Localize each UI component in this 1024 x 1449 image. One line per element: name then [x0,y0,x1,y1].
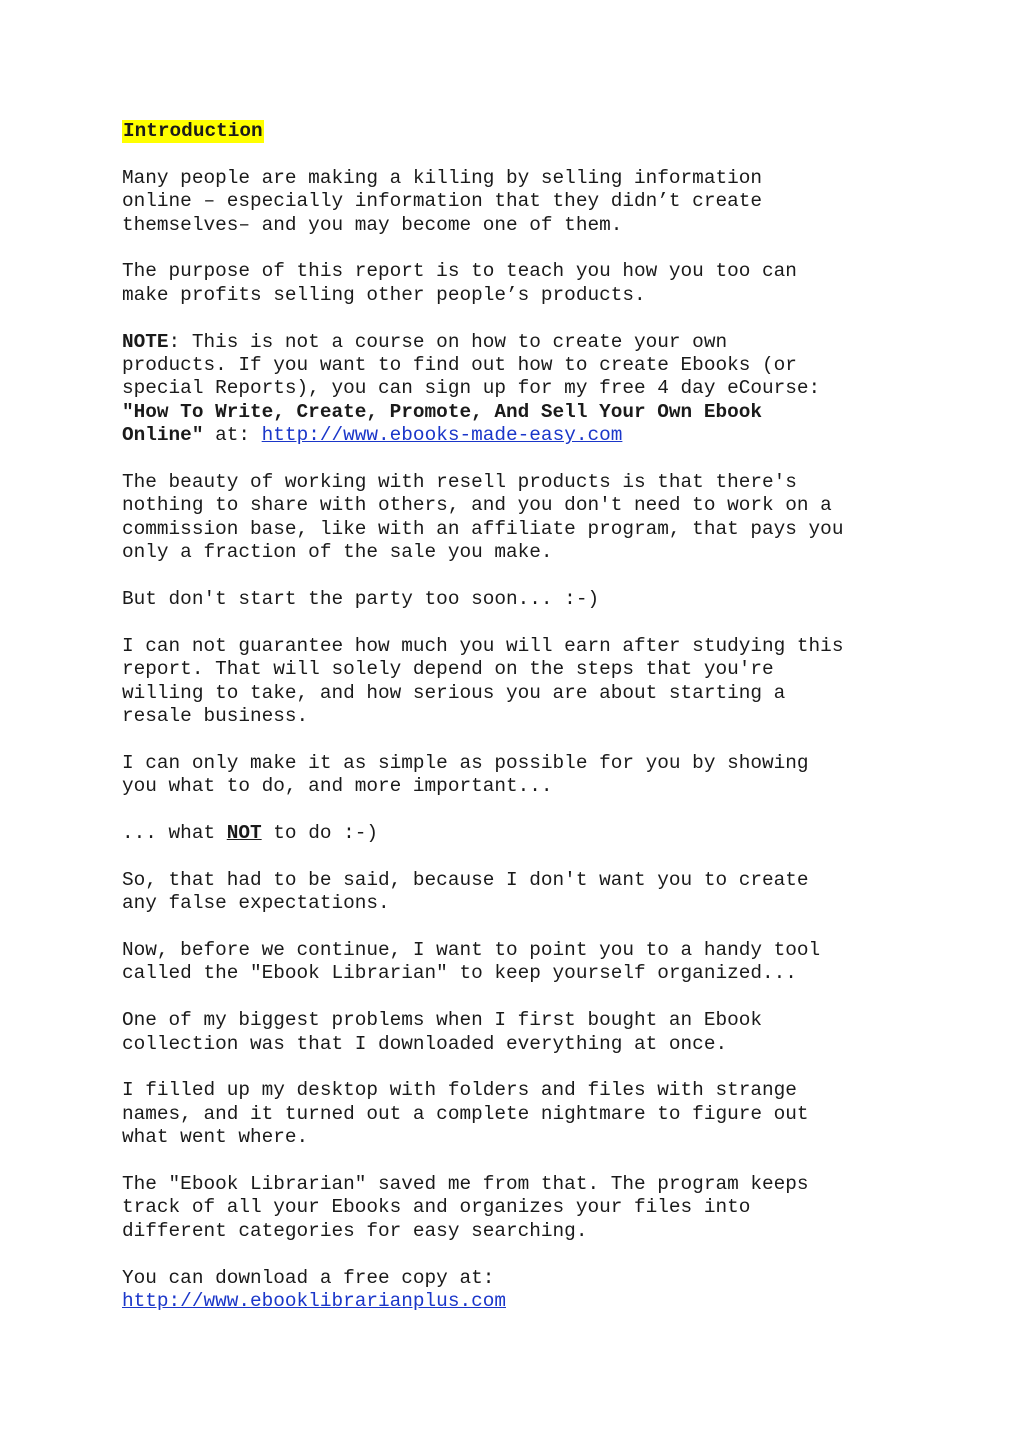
heading-block [122,120,912,143]
text-line: Many people are making a killing by selling information [122,166,762,189]
text-line: only a fraction of the sale you make. [122,541,553,564]
paragraph-expectations [122,869,912,916]
text-line: Now, before we continue, I want to point you to a handy tool [122,939,821,962]
at-text: at: [203,424,262,447]
text-line: I filled up my desktop with folders and files with strange [122,1079,797,1102]
text-fragment: ... what [122,822,227,845]
text-line: The "Ebook Librarian" saved me from that. The program keeps [122,1173,809,1196]
course-title-end: Online" [122,424,204,447]
paragraph-party [122,588,912,611]
text-line: track of all your Ebooks and organizes your files into [122,1196,751,1219]
text-line: you what to do, and more important... [122,775,553,798]
text-line: special Reports), you can sign up for my free 4 day eCourse: [122,377,821,400]
paragraph-simple [122,752,912,799]
text-line: : This is not a course on how to create your own [168,330,728,353]
text-line: themselves– and you may become one of them. [122,213,623,236]
text-line: collection was that I downloaded everything at once. [122,1032,728,1055]
note-label: NOTE [122,330,169,353]
text-line: report. That will solely depend on the steps that you're [122,658,774,681]
paragraph-what-not [122,822,912,845]
text-line: I can only make it as simple as possible for you by showing [122,751,809,774]
paragraph-handy-tool [122,939,912,986]
text-line: So, that had to be said, because I don't want you to create [122,868,809,891]
paragraph-guarantee [122,635,912,729]
paragraph-biggest-problems [122,1009,912,1056]
text-line: called the "Ebook Librarian" to keep yourself organized... [122,962,797,985]
text-line: I can not guarantee how much you will earn after studying this [122,634,844,657]
text-line: willing to take, and how serious you are about starting a [122,681,786,704]
ebook-librarian-link[interactable]: http://www.ebooklibrarianplus.com [122,1290,506,1313]
text-fragment: to do :-) [261,822,379,845]
paragraph-librarian [122,1173,912,1243]
paragraph-note [122,331,912,448]
text-line: what went where. [122,1126,309,1149]
text-line: make profits selling other people’s products. [122,283,646,306]
text-line: different categories for easy searching. [122,1219,588,1242]
paragraph-making-a-killing [122,167,912,237]
text-line: resale business. [122,705,309,728]
text-line: You can download a free copy at: [122,1266,495,1289]
text-line: names, and it turned out a complete nightmare to figure out [122,1102,809,1125]
document-page [122,120,912,1337]
text-line: products. If you want to find out how to create Ebooks (or [122,354,797,376]
introduction-heading: Introduction [123,120,263,142]
text-line: The beauty of working with resell products is that there's [122,471,797,494]
text-line: One of my biggest problems when I first bought an Ebook [122,1009,762,1032]
paragraph-download [122,1267,912,1314]
text-line: online – especially information that they didn’t create [122,190,762,213]
paragraph-purpose [122,260,912,307]
course-title: "How To Write, Create, Promote, And Sell Your Own Ebook [122,400,762,423]
text-line: commission base, like with an affiliate program, that pays you [122,517,844,540]
ebooks-made-easy-link[interactable]: http://www.ebooks-made-easy.com [261,424,623,447]
paragraph-beauty [122,471,912,565]
text-line: But don't start the party too soon... :-) [122,588,600,611]
not-emphasis: NOT [226,822,262,845]
text-line: any false expectations. [122,892,390,915]
text-line: nothing to share with others, and you don't need to work on a [122,494,832,517]
text-line: The purpose of this report is to teach you how you too can [122,260,797,283]
paragraph-desktop [122,1079,912,1149]
